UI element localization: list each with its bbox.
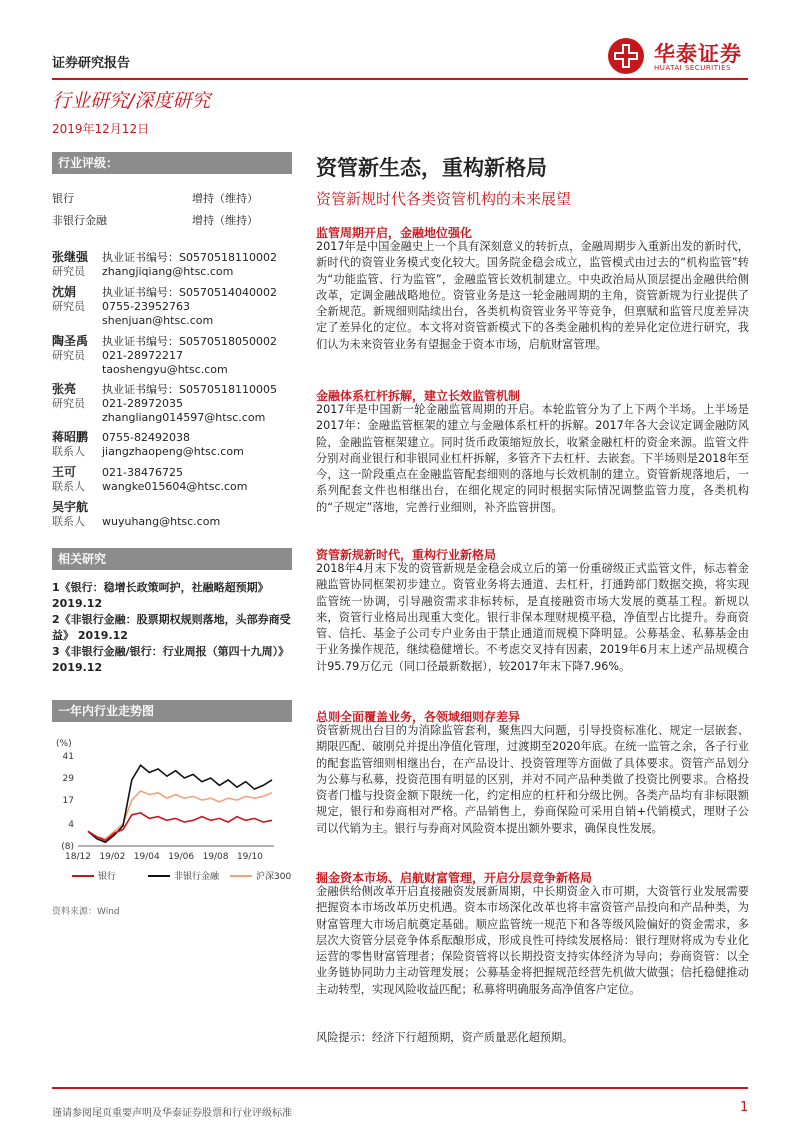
analyst-card bbox=[52, 250, 277, 279]
analyst-card bbox=[52, 500, 220, 529]
analyst-phone: 0755-23952763 bbox=[102, 300, 190, 313]
trend-chart-panel bbox=[52, 700, 292, 722]
section-text: 2017年是中国金融史上一个具有深刻意义的转折点，金融周期步入重新出发的新时代，新时代的资管业务模式变化较大。国务院金稳会成立，监管模式由过去的“机构监管”转为“功能监管、行为监管”，金融监管长效机制建立。中央政治局从顶层提出金融供给侧改革，定调金融战略地位。资管业务是这一轮金融周期的主角，资管新规为行业提供了全新规范。新规细则陆续出台，各类机构资管业务平等竞争，但禀赋和监管尺度差异决定了差异化的定位。本文将对资管新模式下的各类金融机构的差异化定位进行研究，我们认为未来资管业务有望掘金于资本市场，启航财富管理。 bbox=[316, 240, 749, 351]
analyst-email[interactable]: zhangliang014597@htsc.com bbox=[102, 411, 266, 424]
x-tick-label: 19/04 bbox=[133, 852, 160, 862]
analyst-email[interactable]: zhangjiqiang@htsc.com bbox=[102, 265, 234, 278]
analyst-role: 研究员 bbox=[52, 349, 85, 362]
analyst-name: 张继强 bbox=[52, 250, 89, 264]
analyst-email[interactable]: wuyuhang@htsc.com bbox=[102, 515, 221, 528]
section-text: 金融供给侧改革开启直接融资发展新周期，中长期资金入市可期，大资管行业发展需要把握资本市场改革历史机遇。资本市场深化改革也将丰富资管产品投向和产品种类，为财富管理大市场启航奠定基础。顺应监管统一规范下和各等级风险偏好的资金需求，多层次大资管分层竞争体系酝酿形成，形成良性可持续发展格局：银行理财将成为专业化运营的零售财富管理者；保险资管将以长期投资支持实体经济为导向；券商资管：以全业务链协同助力主动管理发展；公募基金将把握规范经营先机做大做强；信托稳健推动主动转型，实现风险收益匹配；私募将明确服务高净值客户定位。 bbox=[316, 885, 749, 996]
rating-row bbox=[52, 210, 292, 232]
analyst-email[interactable]: taoshengyu@htsc.com bbox=[102, 363, 228, 376]
analyst-card bbox=[52, 430, 244, 459]
analyst-name: 张亮 bbox=[52, 382, 77, 396]
legend-label: 非银行金融 bbox=[174, 872, 220, 882]
analyst-name: 蒋昭鹏 bbox=[52, 430, 89, 444]
analyst-role: 联系人 bbox=[52, 515, 85, 528]
related-date: 2019.12 bbox=[77, 629, 128, 642]
analyst-license: 执业证书编号：S0570518110002 bbox=[102, 251, 277, 264]
analyst-email[interactable]: jiangzhaopeng@htsc.com bbox=[102, 445, 244, 458]
analyst-license: 执业证书编号：S0570518050002 bbox=[102, 335, 277, 348]
analyst-phone: 021-28972035 bbox=[102, 397, 183, 410]
analyst-name: 沈娟 bbox=[52, 285, 77, 299]
logo-name-en: HUATAI SECURITIES bbox=[654, 64, 731, 72]
legend-label: 银行 bbox=[98, 872, 117, 882]
section-heading: 总则全面覆盖业务，各领域细则存差异 bbox=[316, 710, 521, 724]
analyst-card bbox=[52, 382, 277, 425]
report-category: 行业研究/深度研究 bbox=[52, 90, 211, 112]
rating-heading: 行业评级： bbox=[52, 152, 292, 174]
report-title: 资管新生态，重构新格局 bbox=[316, 156, 547, 180]
rating-industry: 非银行金融 bbox=[52, 214, 107, 227]
analyst-phone: 021-38476725 bbox=[102, 466, 183, 479]
x-tick-label: 19/10 bbox=[236, 852, 263, 862]
y-tick-label: 29 bbox=[62, 774, 74, 785]
related-date: 2019.12 bbox=[52, 661, 103, 674]
chart-heading: 一年内行业走势图 bbox=[52, 700, 292, 722]
analyst-card bbox=[52, 334, 277, 377]
y-tick-label: (8) bbox=[61, 842, 74, 852]
analyst-name: 吴宇航 bbox=[52, 500, 89, 514]
related-item[interactable]: 1《银行：稳增长政策呵护，社融略超预期》 2019.12 bbox=[52, 581, 269, 610]
section-heading: 掘金资本市场、启航财富管理，开启分层竞争新格局 bbox=[316, 871, 593, 885]
related-research bbox=[52, 548, 292, 676]
analyst-phone: 021-28972217 bbox=[102, 349, 183, 362]
y-tick-label: 4 bbox=[68, 819, 74, 830]
chart-unit-label: (%) bbox=[56, 739, 72, 749]
analyst-name: 王可 bbox=[52, 465, 77, 479]
analyst-name: 陶圣禹 bbox=[52, 334, 89, 348]
section-text: 2018年4月末下发的资管新规是金稳会成立后的第一份重磅级正式监管文件，标志着金融监管协同框架初步建立。资管业务将去通道、去杠杆，打通跨部门数据交换，将实现监管统一协调，引导融资需求非标转标，是直接融资市场大发展的奠基工程。新规以来，资管行业格局出现重大变化。银行非保本理财规模平稳，净值型占比提升。券商资管、信托、基金子公司专户业务由于禁止通道而规模下降明显。公募基金、私募基金由于业务操作规范，继续稳健增长。不考虑交叉持有因素，2019年6月末上述产品规模合计95.79万亿元（同口径最新数据），较2017年末下降7.96%。 bbox=[316, 562, 749, 673]
x-tick-label: 19/02 bbox=[99, 852, 126, 862]
analyst-email[interactable]: shenjuan@htsc.com bbox=[102, 314, 214, 327]
section-text: 2017年是中国新一轮金融监管周期的开启。本轮监管分为了上下两个半场。上半场是2017年：金融监管框架的建立与金融体系杠杆的拆解。2017年各大会议定调金融防风险，金融监管框架建立。同时货币政策缩短放长，收紧金融杠杆的资金来源。监管文件分别对商业银行和非银同业杠杆拆解，多管齐下去杠杆、去嵌套。下半场则是2018年至今，这一阶段重点在金融监管配套细则的落地与长效机制的建立。资管新规落地后，一系列配套文件也相继出台，在细化规定的同时根据实际情况调整监管力度，各类机构的“子规定”落地，完善行业细则，补齐监管拼图。 bbox=[316, 403, 749, 514]
trend-chart bbox=[52, 728, 292, 888]
x-tick-label: 18/12 bbox=[65, 852, 91, 862]
analyst-card bbox=[52, 465, 247, 494]
analyst-license: 执业证书编号：S0570514040002 bbox=[102, 286, 277, 299]
chart-source: 资料来源：Wind bbox=[52, 907, 120, 917]
series-line bbox=[88, 791, 272, 839]
analyst-card bbox=[52, 285, 277, 328]
report-type: 证券研究报告 bbox=[52, 56, 131, 71]
rating-row bbox=[52, 188, 292, 210]
huatai-logo-icon bbox=[606, 36, 650, 76]
analyst-role: 研究员 bbox=[52, 265, 85, 278]
analyst-license: 执业证书编号：S0570518110005 bbox=[102, 383, 277, 396]
report-subtitle: 资管新规时代各类资管机构的未来展望 bbox=[316, 190, 572, 208]
analyst-role: 研究员 bbox=[52, 300, 85, 313]
section-text: 资管新规出台目的为消除监管套利，聚焦四大问题，引导投资标准化、规定一层嵌套、期限匹配、破刚兑并提出净值化管理，过渡期至2020年底。在统一监管之余，各子行业的配套监管细则相继出台，在产品设计、投资管理等方面做了具体要求。资管产品划分为公募与私募，投资范围有明显的区别，并对不同产品种类做了投资比例要求。合格投资者门槛与投资金额下限统一化，约定相应的杠杆和分级比例。各类产品均有非标限额规定，银行和券商相对严格。产品销售上，券商保险可采用自销+代销模式，理财子公司以代销为主。银行与券商对风险资本提出额外要求，确保良性发展。 bbox=[316, 724, 749, 835]
series-line bbox=[88, 813, 272, 841]
logo-name-cn: 华泰证券 bbox=[654, 42, 742, 66]
x-tick-label: 19/08 bbox=[202, 852, 229, 862]
related-heading: 相关研究 bbox=[52, 548, 292, 570]
analyst-email[interactable]: wangke015604@htsc.com bbox=[102, 480, 248, 493]
rating-value: 增持（维持） bbox=[192, 214, 258, 227]
y-tick-label: 17 bbox=[62, 796, 74, 807]
legend-label: 沪深300 bbox=[256, 872, 292, 882]
related-item[interactable]: 3《非银行金融/银行：行业周报（第四十九周）》 2019.12 bbox=[52, 645, 290, 674]
risk-warning: 风险提示：经济下行超预期，资产质量恶化超预期。 bbox=[316, 1031, 574, 1044]
footer-disclaimer[interactable]: 谨请参阅尾页重要声明及华泰证券股票和行业评级标准 bbox=[52, 1108, 292, 1119]
analyst-role: 联系人 bbox=[52, 445, 85, 458]
rating-value: 增持（维持） bbox=[192, 192, 258, 205]
section-heading: 资管新规新时代，重构行业新格局 bbox=[316, 548, 497, 562]
related-date: 2019.12 bbox=[52, 597, 103, 610]
footer-divider bbox=[52, 1087, 748, 1089]
sidebar bbox=[52, 152, 292, 232]
analyst-role: 联系人 bbox=[52, 480, 85, 493]
rating-industry: 银行 bbox=[52, 192, 74, 205]
related-item[interactable]: 2《非银行金融：股票期权规则落地，头部券商受益》 2019.12 bbox=[52, 613, 291, 642]
section-heading: 监管周期开启，金融地位强化 bbox=[316, 226, 473, 240]
page-number: 1 bbox=[740, 1100, 749, 1115]
section-heading: 金融体系杠杆拆解，建立长效监管机制 bbox=[316, 389, 521, 403]
analyst-phone: 0755-82492038 bbox=[102, 431, 190, 444]
x-tick-label: 19/06 bbox=[168, 852, 195, 862]
y-tick-label: 41 bbox=[62, 752, 74, 762]
header-divider bbox=[52, 78, 748, 80]
analyst-role: 研究员 bbox=[52, 397, 85, 410]
report-date: 2019年12月12日 bbox=[52, 122, 150, 136]
